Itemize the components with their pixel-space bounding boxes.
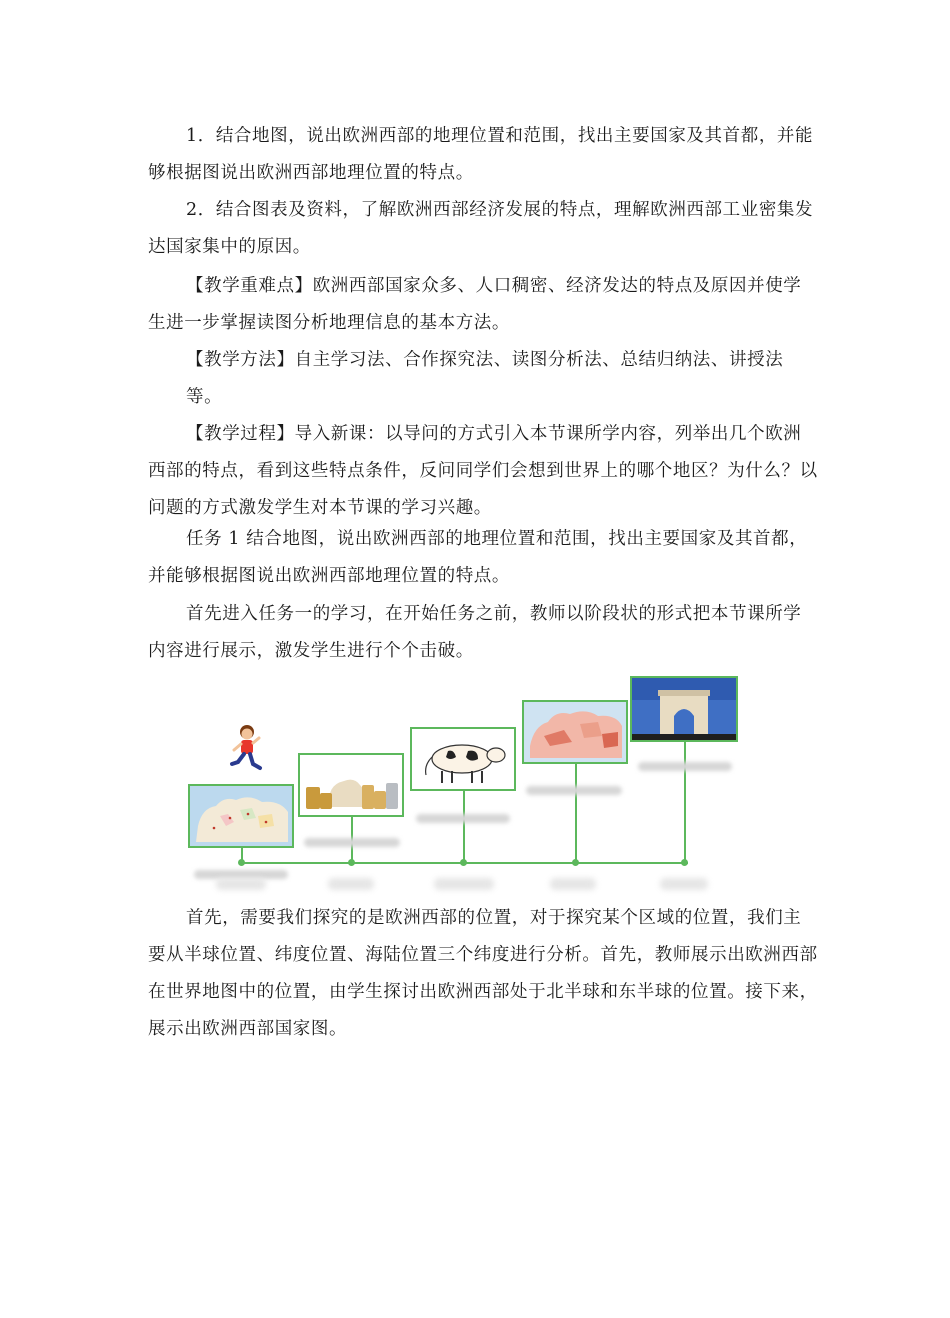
stair-step-diagram: [180, 672, 750, 897]
timeline-dot: [460, 859, 467, 866]
teaching-process: 【教学过程】导入新课：以导问的方式引入本节课所学内容，列举出几个欧洲西部的特点，看到这些特点条件，反问同学们会想到世界上的哪个地区？为什么？以问题的方式激发学生对本节课的学习兴趣。: [148, 424, 818, 518]
cow-icon: [412, 729, 514, 789]
arc-card: [630, 676, 738, 742]
climate-map-icon: [524, 702, 626, 762]
location-analysis: 首先，需要我们探究的是欧洲西部的位置，对于探究某个区域的位置，我们主要从半球位置、纬度位置、海陆位置三个纬度进行分析。首先，教师展示出欧洲西部在世界地图中的位置，由学生探讨出欧洲西部处于北半球和东半球的位置。接下来，展示出欧洲西部国家图。: [148, 908, 818, 1039]
teaching-methods-cont: 等。: [186, 387, 223, 407]
blurred-label: [328, 878, 374, 890]
timeline-dot: [572, 859, 579, 866]
objective-2: 2．结合图表及资料，了解欧洲西部经济发展的特点，理解欧洲西部工业密集发达国家集中的原因。: [148, 200, 814, 257]
task-1-intro: 首先进入任务一的学习，在开始任务之前，教师以阶段状的形式把本节课所学内容进行展示，激发学生进行个个击破。: [148, 604, 802, 661]
connector: [463, 791, 465, 862]
key-difficulties: 【教学重难点】欧洲西部国家众多、人口稠密、经济发达的特点及原因并使学生进一步掌握读图分析地理信息的基本方法。: [148, 276, 802, 333]
objective-1: 1．结合地图，说出欧洲西部的地理位置和范围，找出主要国家及其首都，并能够根据图说出欧洲西部地理位置的特点。: [148, 126, 814, 183]
climate-map-card: [522, 700, 628, 764]
connector: [684, 742, 686, 862]
europe-map-icon: [190, 786, 292, 846]
europe-map-card: [188, 784, 294, 848]
blurred-caption: [526, 786, 622, 795]
blurred-label: [660, 878, 708, 890]
coins-icon: [300, 755, 402, 815]
blurred-label: [550, 878, 596, 890]
blurred-label: [216, 878, 266, 890]
teaching-methods: 【教学方法】自主学习法、合作探究法、读图分析法、总结归纳法、讲授法: [186, 350, 784, 370]
arc-de-triomphe-icon: [632, 678, 736, 740]
running-boy-icon: [228, 724, 264, 774]
blurred-caption: [416, 814, 510, 823]
blurred-caption: [304, 838, 400, 847]
connector: [575, 764, 577, 862]
blurred-label: [434, 878, 494, 890]
blurred-caption: [638, 762, 732, 771]
timeline-dot: [681, 859, 688, 866]
timeline-dot: [238, 859, 245, 866]
cow-card: [410, 727, 516, 791]
timeline-dot: [348, 859, 355, 866]
coins-card: [298, 753, 404, 817]
task-1: 任务 1 结合地图，说出欧洲西部的地理位置和范围，找出主要国家及其首都，并能够根据图说出欧洲西部地理位置的特点。: [148, 529, 808, 586]
